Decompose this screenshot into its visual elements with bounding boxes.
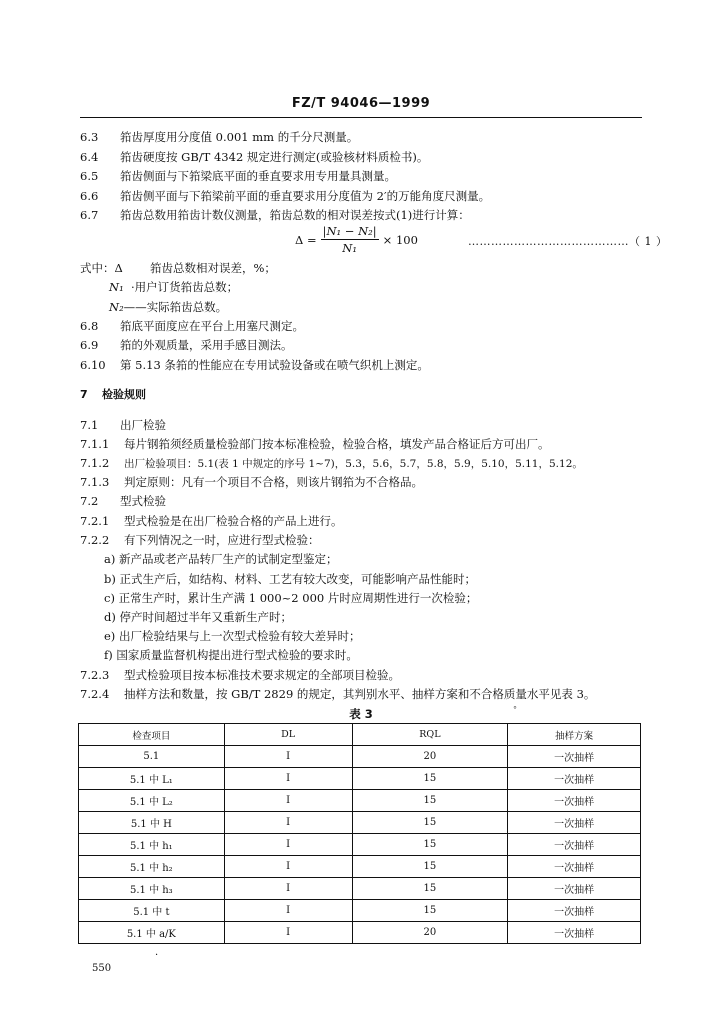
clause-number: 6.5: [80, 169, 99, 183]
table-cell: 5.1 中 h₁: [79, 834, 225, 856]
clause-line: [80, 149, 428, 165]
section-heading: [80, 387, 146, 403]
where-line: [80, 260, 276, 276]
where-line: [109, 279, 238, 295]
clause-line: [80, 168, 396, 184]
list-item: a) 新产品或老产品转厂生产的试制定型鉴定；: [104, 552, 338, 566]
table-body: [79, 746, 641, 944]
clause-line: [80, 493, 166, 509]
where-symbol: N₁: [109, 280, 124, 294]
table-cell: Ⅰ: [224, 812, 352, 834]
list-item: d) 停产时间超过半年又重新生产时；: [104, 610, 293, 624]
clause-number: 7.1.2: [80, 456, 110, 470]
clause-text: 有下列情况之一时，应进行型式检验：: [124, 533, 320, 547]
clause-number: 7.2.3: [80, 668, 110, 682]
clause-number: 6.4: [80, 150, 99, 164]
table-cell: Ⅰ: [224, 900, 352, 922]
clause-text: 型式检验项目按本标准技术要求规定的全部项目检验。: [124, 668, 400, 682]
table-cell: 5.1 中 L₁: [79, 768, 225, 790]
table-row: [79, 746, 641, 768]
clause-number: 6.10: [80, 358, 106, 372]
clause-text: 每片钢筘须经质量检验部门按本标准检验，检验合格，填发产品合格证后方可出厂。: [124, 437, 550, 451]
clause-number: 7.2.2: [80, 533, 110, 547]
clause-line: [80, 532, 320, 548]
table-cell: 一次抽样: [508, 834, 641, 856]
clause-number: 7.2.4: [80, 687, 110, 701]
table-cell: 15: [352, 856, 508, 878]
table-row: [79, 768, 641, 790]
clause-line: [80, 686, 595, 702]
column-header: 抽样方案: [508, 724, 641, 746]
where-text: 实际筘齿总数。: [146, 300, 228, 314]
table-cell: 一次抽样: [508, 900, 641, 922]
where-symbol: N₂——: [109, 300, 147, 314]
where-line: [109, 299, 227, 315]
sampling-table: [78, 723, 641, 944]
clause-number: 6.8: [80, 319, 99, 333]
table-cell: 20: [352, 746, 508, 768]
table-row: [79, 790, 641, 812]
table-cell: 5.1 中 a/K: [79, 922, 225, 944]
list-item: b) 正式生产后，如结构、材料、工艺有较大改变，可能影响产品性能时；: [104, 572, 476, 586]
clause-line: [80, 474, 423, 490]
table-cell: Ⅰ: [224, 834, 352, 856]
table-cell: Ⅰ: [224, 768, 352, 790]
clause-line: [80, 436, 550, 452]
clause-number: 7.1.3: [80, 475, 110, 489]
clause-line: [80, 455, 583, 472]
clause-text: 筘的外观质量，采用手感目测法。: [120, 338, 293, 352]
table-cell: Ⅰ: [224, 878, 352, 900]
list-item: e) 出厂检验结果与上一次型式检验有较大差异时；: [104, 629, 361, 643]
table-cell: 一次抽样: [508, 790, 641, 812]
table-cell: 15: [352, 812, 508, 834]
table-cell: 15: [352, 790, 508, 812]
clause-text: 筘齿侧平面与下筘梁前平面的垂直要求用分度值为 2′的万能角度尺测量。: [120, 189, 491, 203]
table-cell: 15: [352, 900, 508, 922]
clause-text: 筘齿侧面与下筘梁底平面的垂直要求用专用量具测量。: [120, 169, 396, 183]
formula-1: [295, 224, 418, 255]
where-text: ·用户订货筘齿总数；: [131, 280, 239, 294]
clause-number: 7.1: [80, 418, 99, 432]
table-cell: 5.1: [79, 746, 225, 768]
table-title: 表 3: [349, 707, 373, 721]
clause-line: [80, 417, 166, 433]
document-page: FZ/T 94046—1999 6.3 筘齿厚度用分度值 0.001 mm 的千分尺测量。 6.4 筘齿硬度按 GB/T 4342 规定进行测定(或验核材料质检书)。 6.5 筘齿侧面与下筘梁底平面的垂直要求用专用量具测量。 6.6 筘齿侧平面与下筘梁前平面的垂直要求用分度值为 2′的万能角度尺测量。 6.7 筘齿总数用筘齿计数仪测量，筘齿总数的相对误差按式(1)进行计算： Δ = $\frac{\text{|N₁ − N₂|}}{\text{N₁}}$ × 100 ……………………………………（ 1 ） 式中：Δ 筘齿总数相对误差，%； N₁ ·用户订货筘齿总数； N₂——实际筘齿总数。 6.8 筘底平面度应在平台上用塞尺测定。 6.9 筘的外观质量，采用手感目测法。 6.10 第 5.13 条筘的性能应在专用试验设备或在喷气织机上测定。 7 检验规则 7.1 出厂检验 7.1.1 每片钢筘须经质量检验部门按本标准检验，检验合格，填发产品合格证后方可出厂。 7.1.2 出厂检验项目：5.1(表 1 中规定的序号 1~7)，5.3，5.6，5.7，5.8，5.9，5.10，5.11，5.12。 7.1.3 判定原则：凡有一个项目不合格，则该片钢筘为不合格品。 7.2 型式检验 7.2.1 型式检验是在出厂检验合格的产品上进行。 7.2.2 有下列情况之一时，应进行型式检验： a) 新产品或老产品转厂生产的试制定型鉴定； b) 正式生产后，如结构、材料、工艺有较大改变，可能影响产品性能时； c) 正常生产时，累计生产满 1 000~2 000 片时应周期性进行一次检验； d) 停产时间超过半年又重新生产时； e) 出厂检验结果与上一次型式检验有较大差异时； f) 国家质量监督机构提出进行型式检验的要求时。 7.2.3 型式检验项目按本标准技术要求规定的全部项目检验。 7.2.4 抽样方法和数量，按 GB/T 2829 的规定，其判别水平、抽样方案和不合格质量水平见表 3。 ° 表 3 检查项目 DL RQL 抽样方案 5.1 Ⅰ 20 一次抽样 5.1 中 L₁ Ⅰ 15 一次抽样 5.1 中 L₂ Ⅰ 15 一次抽样 5.1 中 H Ⅰ 15 一次抽样 5.1 中 h₁ Ⅰ 15 一次抽样 5.1 中 h₂ Ⅰ 15 一次抽样 5.1 中 h₃ Ⅰ 15 一次抽样 5.1 中 t Ⅰ 15 一次抽样 5.1 中 a/K Ⅰ 20 一次抽样 · 550: [0, 0, 722, 1024]
clause-text: 出厂检验: [120, 418, 166, 432]
table-cell: 15: [352, 768, 508, 790]
table-cell: 一次抽样: [508, 878, 641, 900]
equation-number: ……………………………………（ 1 ）: [468, 235, 668, 248]
table-row: [79, 812, 641, 834]
clause-number: 6.9: [80, 338, 99, 352]
table-cell: Ⅰ: [224, 922, 352, 944]
table-cell: 一次抽样: [508, 812, 641, 834]
clause-line: [80, 513, 343, 529]
table-cell: 5.1 中 h₂: [79, 856, 225, 878]
clause-number: 7.2.1: [80, 514, 110, 528]
clause-line: [80, 667, 400, 683]
clause-number: 7.2: [80, 494, 99, 508]
table-cell: 15: [352, 834, 508, 856]
table-row: [79, 900, 641, 922]
clause-text: 判定原则：凡有一个项目不合格，则该片钢筘为不合格品。: [124, 475, 423, 489]
formula-numerator: |N₁ − N₂|: [322, 224, 377, 238]
page-number: 550: [92, 963, 112, 974]
clause-text: 筘齿厚度用分度值 0.001 mm 的千分尺测量。: [120, 130, 359, 144]
clause-line: [80, 207, 470, 223]
table-cell: Ⅰ: [224, 856, 352, 878]
table-row: [79, 878, 641, 900]
table-cell: 5.1 中 H: [79, 812, 225, 834]
column-header: 检查项目: [79, 724, 225, 746]
clause-line: [80, 337, 293, 353]
clause-text: 抽样方法和数量，按 GB/T 2829 的规定，其判别水平、抽样方案和不合格质量水平见表 3。: [124, 687, 596, 701]
clause-line: [80, 357, 429, 373]
table-cell: 一次抽样: [508, 856, 641, 878]
document-header-title: FZ/T 94046—1999: [291, 96, 431, 111]
formula-lhs: Δ =: [295, 232, 317, 247]
table-cell: 5.1 中 L₂: [79, 790, 225, 812]
list-item: c) 正常生产时，累计生产满 1 000~2 000 片时应周期性进行一次检验；: [104, 591, 478, 605]
clause-line: [80, 129, 358, 145]
formula-denominator: N₁: [342, 241, 357, 255]
table-cell: Ⅰ: [224, 746, 352, 768]
formula-fraction: [321, 224, 379, 255]
clause-number: 6.3: [80, 130, 99, 144]
section-title: 检验规则: [102, 388, 146, 401]
table-cell: 一次抽样: [508, 922, 641, 944]
section-number: 7: [80, 388, 88, 401]
clause-text: 第 5.13 条筘的性能应在专用试验设备或在喷气织机上测定。: [120, 358, 429, 372]
table-cell: 20: [352, 922, 508, 944]
header-rule: [80, 117, 642, 118]
column-header: RQL: [352, 724, 508, 746]
table-cell: 一次抽样: [508, 768, 641, 790]
clause-text: 型式检验: [120, 494, 166, 508]
table-header-row: [79, 724, 641, 746]
table-row: [79, 856, 641, 878]
clause-number: 6.6: [80, 189, 99, 203]
table-row: [79, 834, 641, 856]
table-cell: 5.1 中 t: [79, 900, 225, 922]
column-header: DL: [224, 724, 352, 746]
clause-text: 出厂检验项目：5.1(表 1 中规定的序号 1~7)，5.3，5.6，5.7，5.8，5.9，5.10，5.11，5.12。: [124, 458, 583, 470]
clause-text: 筘齿硬度按 GB/T 4342 规定进行测定(或验核材料质检书)。: [120, 150, 429, 164]
table-cell: 5.1 中 h₃: [79, 878, 225, 900]
clause-line: [80, 188, 490, 204]
clause-number: 7.1.1: [80, 437, 110, 451]
clause-text: 筘齿总数用筘齿计数仪测量，筘齿总数的相对误差按式(1)进行计算：: [120, 208, 470, 222]
table-row: [79, 922, 641, 944]
clause-number: 6.7: [80, 208, 99, 222]
clause-line: [80, 318, 304, 334]
formula-rhs: × 100: [382, 232, 418, 247]
where-text: 筘齿总数相对误差，%；: [150, 261, 276, 275]
clause-text: 型式检验是在出厂检验合格的产品上进行。: [124, 514, 343, 528]
table-cell: Ⅰ: [224, 790, 352, 812]
where-symbol: 式中：Δ: [80, 261, 123, 275]
list-item: f) 国家质量监督机构提出进行型式检验的要求时。: [104, 648, 358, 662]
table-cell: 一次抽样: [508, 746, 641, 768]
table-cell: 15: [352, 878, 508, 900]
clause-text: 筘底平面度应在平台上用塞尺测定。: [120, 319, 304, 333]
